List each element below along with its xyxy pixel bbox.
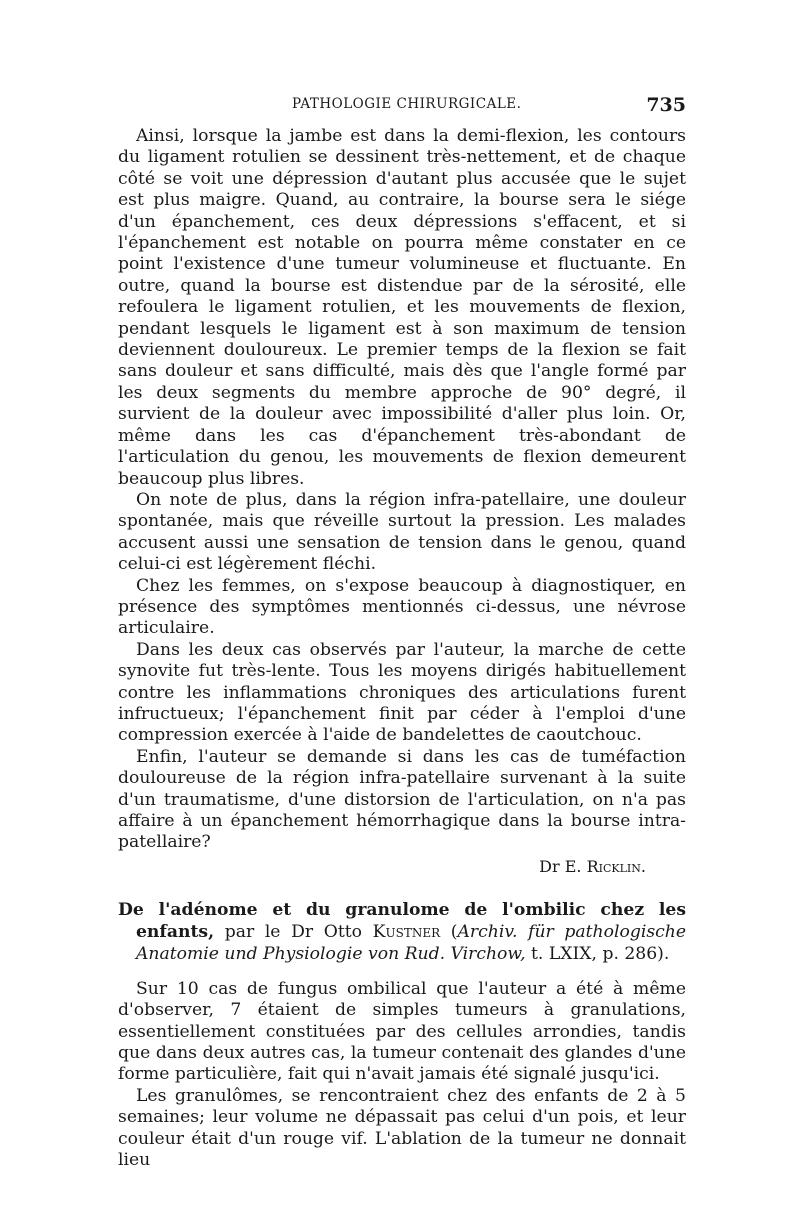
article-title: De l'adénome et du granulome de l'ombilic chez les enfants, xyxy=(118,899,686,942)
article-citation: t. LXIX, p. 286). xyxy=(525,943,670,964)
article-heading xyxy=(118,899,686,965)
article-author: Kustner xyxy=(372,921,441,942)
section-gap xyxy=(118,965,686,979)
article-source-open: ( xyxy=(440,921,458,942)
author-signature xyxy=(118,856,646,877)
signature-name: E. Ricklin. xyxy=(564,856,646,876)
article-journal: Archiv. für pathologische Anatomie und Physiologie von Rud. Virchow, xyxy=(136,921,687,964)
page-header xyxy=(118,96,686,126)
paragraph-flexion: Ainsi, lorsque la jambe est dans la demi-flexion, les contours du ligament rotulien se dessinent très-nettement, et de chaque côté se voit une dépression d'autant plus accusée que le sujet est plus maigre. Quand, au contraire, la bourse sera le siége d'un épanchement, ces deux dépressions s'effacent, et si l'épanchement est notable on pourra même constater en ce point l'existence d'une tumeur volumineuse et fluctuante. En outre, quand la bourse est distendue par de la sérosité, elle refoulera le ligament rotulien, et les mouvements de flexion, pendant lesquels le ligament est à son maximum de tension deviennent douloureux. Le premier temps de la flexion se fait sans douleur et sans difficulté, mais dès que l'angle formé par les deux segments du membre approche de 90° degré, il survient de la douleur avec impossibilité d'aller plus loin. Or, même dans les cas d'épanchement très-abondant de l'articulation du genou, les mouvements de flexion demeurent beaucoup plus libres. xyxy=(118,126,686,489)
paragraph-granulomes: Les granulômes, se rencontraient chez des enfants de 2 à 5 semaines; leur volume ne dépassait pas celui d'un pois, et leur couleur était d'un rouge vif. L'ablation de la tumeur ne donnait lieu xyxy=(118,1085,686,1171)
paragraph-fungus: Sur 10 cas de fungus ombilical que l'auteur a été à même d'observer, 7 étaient de simples tumeurs à granulations, essentiellement constituées par des cellules arrondies, tandis que dans deux autres cas, la tumeur contenait des glandes d'une forme particulière, fait qui n'avait jamais été signalé jusqu'ici. xyxy=(118,978,686,1085)
running-title: PATHOLOGIE CHIRURGICALE. xyxy=(292,96,522,112)
paragraph-conclusion: Enfin, l'auteur se demande si dans les cas de tuméfaction douloureuse de la région infra-patellaire survenant à la suite d'un traumatisme, d'une distorsion de l'articulation, on n'a pas affaire à un épanchement hémorrhagique dans la bourse intra-patellaire? xyxy=(118,746,686,853)
signature-prefix: Dr xyxy=(539,856,560,876)
paragraph-douleur: On note de plus, dans la région infra-patellaire, une douleur spontanée, mais que réveille surtout la pression. Les malades accusent aussi une sensation de tension dans le genou, quand celui-ci est légèrement fléchi. xyxy=(118,489,686,575)
page xyxy=(118,96,686,1171)
page-number: 735 xyxy=(646,94,686,116)
article-byline: par le Dr Otto xyxy=(214,921,373,942)
paragraph-observations: Dans les deux cas observés par l'auteur, la marche de cette synovite fut très-lente. Tous les moyens dirigés habituellement contre les inflammations chroniques des articulations furent infructueux; l'épanchement finit par céder à l'emploi d'une compression exercée à l'aide de bandelettes de caoutchouc. xyxy=(118,639,686,746)
paragraph-femmes: Chez les femmes, on s'expose beaucoup à diagnostiquer, en présence des symptômes mentionnés ci-dessus, une névrose articulaire. xyxy=(118,575,686,639)
